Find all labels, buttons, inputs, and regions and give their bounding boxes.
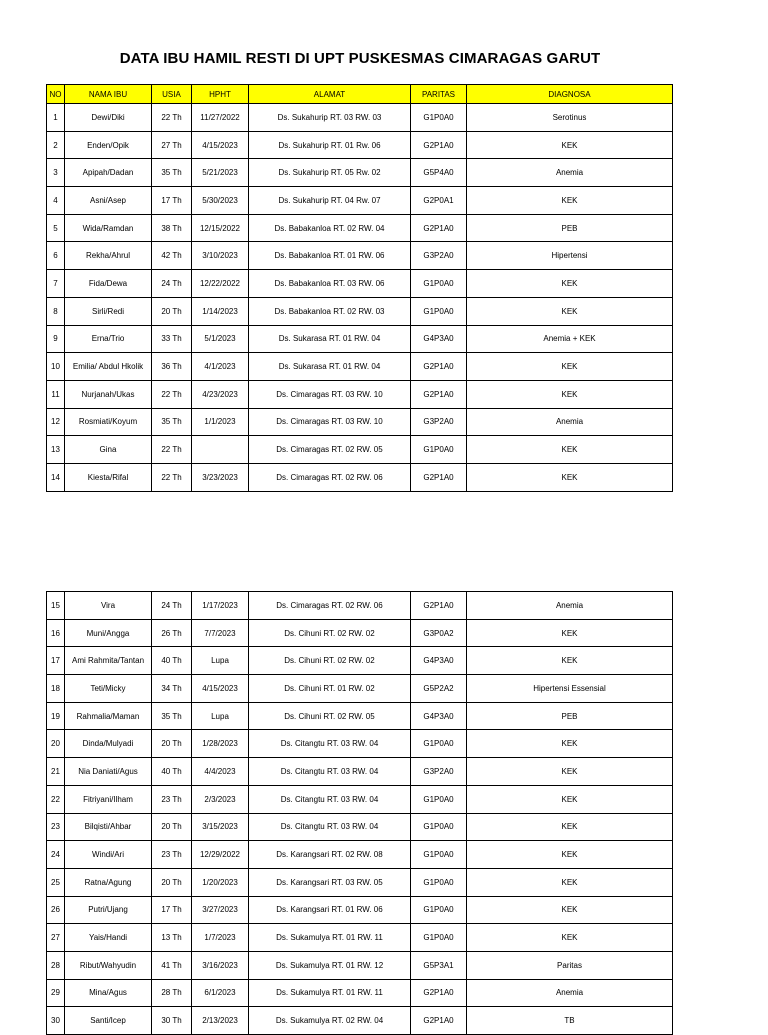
cell-diagnosa: Anemia (467, 408, 673, 436)
cell-diagnosa: KEK (467, 924, 673, 952)
cell-nama-ibu: Putri/Ujang (65, 896, 152, 924)
cell-nama-ibu: Fitriyani/Ilham (65, 785, 152, 813)
cell-diagnosa: KEK (467, 297, 673, 325)
cell-diagnosa: KEK (467, 187, 673, 215)
cell-alamat: Ds. Sukamulya RT. 01 RW. 12 (249, 951, 411, 979)
cell-no: 6 (47, 242, 65, 270)
cell-hpht (192, 436, 249, 464)
table-row (47, 159, 673, 187)
cell-diagnosa: KEK (467, 353, 673, 381)
table-row (47, 951, 673, 979)
cell-usia: 34 Th (152, 675, 192, 703)
table-row (47, 131, 673, 159)
cell-hpht: 1/17/2023 (192, 592, 249, 620)
cell-diagnosa: KEK (467, 131, 673, 159)
cell-hpht: 3/16/2023 (192, 951, 249, 979)
cell-hpht: 11/27/2022 (192, 104, 249, 132)
cell-diagnosa: KEK (467, 270, 673, 298)
cell-diagnosa: Hipertensi Essensial (467, 675, 673, 703)
cell-no: 14 (47, 463, 65, 491)
cell-usia: 22 Th (152, 463, 192, 491)
cell-alamat: Ds. Sukahurip RT. 05 Rw. 02 (249, 159, 411, 187)
cell-hpht: 4/4/2023 (192, 758, 249, 786)
cell-hpht: 1/1/2023 (192, 408, 249, 436)
cell-usia: 22 Th (152, 380, 192, 408)
cell-paritas: G1P0A0 (411, 868, 467, 896)
cell-usia: 23 Th (152, 785, 192, 813)
cell-paritas: G3P0A2 (411, 619, 467, 647)
cell-alamat: Ds. Babakanloa RT. 01 RW. 06 (249, 242, 411, 270)
cell-no: 12 (47, 408, 65, 436)
table-row (47, 592, 673, 620)
cell-alamat: Ds. Karangsari RT. 03 RW. 05 (249, 868, 411, 896)
cell-alamat: Ds. Cimaragas RT. 02 RW. 05 (249, 436, 411, 464)
cell-usia: 20 Th (152, 297, 192, 325)
document-title: DATA IBU HAMIL RESTI DI UPT PUSKESMAS CIMARAGAS GARUT (119, 50, 601, 67)
cell-paritas: G5P3A1 (411, 951, 467, 979)
cell-hpht: 4/15/2023 (192, 675, 249, 703)
cell-no: 30 (47, 1007, 65, 1035)
cell-hpht: 1/14/2023 (192, 297, 249, 325)
cell-hpht: 12/22/2022 (192, 270, 249, 298)
cell-diagnosa: KEK (467, 813, 673, 841)
header-nama-ibu: NAMA IBU (65, 85, 152, 104)
table-body-part-1 (47, 104, 673, 492)
cell-nama-ibu: Vira (65, 592, 152, 620)
table-row (47, 297, 673, 325)
cell-nama-ibu: Gina (65, 436, 152, 464)
cell-paritas: G3P2A0 (411, 758, 467, 786)
cell-nama-ibu: Enden/Opik (65, 131, 152, 159)
cell-paritas: G1P0A0 (411, 785, 467, 813)
cell-alamat: Ds. Citangtu RT. 03 RW. 04 (249, 758, 411, 786)
cell-paritas: G2P1A0 (411, 1007, 467, 1035)
cell-paritas: G2P1A0 (411, 131, 467, 159)
cell-hpht: 12/29/2022 (192, 841, 249, 869)
cell-alamat: Ds. Karangsari RT. 01 RW. 06 (249, 896, 411, 924)
cell-paritas: G4P3A0 (411, 647, 467, 675)
cell-usia: 35 Th (152, 408, 192, 436)
cell-paritas: G1P0A0 (411, 297, 467, 325)
cell-usia: 42 Th (152, 242, 192, 270)
cell-diagnosa: KEK (467, 619, 673, 647)
cell-diagnosa: KEK (467, 730, 673, 758)
cell-diagnosa: Serotinus (467, 104, 673, 132)
cell-no: 29 (47, 979, 65, 1007)
cell-paritas: G1P0A0 (411, 270, 467, 298)
cell-hpht: 1/28/2023 (192, 730, 249, 758)
cell-paritas: G2P1A0 (411, 214, 467, 242)
cell-usia: 20 Th (152, 813, 192, 841)
cell-nama-ibu: Sirli/Redi (65, 297, 152, 325)
pregnant-women-table-part-1 (46, 84, 673, 492)
cell-hpht: 5/30/2023 (192, 187, 249, 215)
cell-usia: 22 Th (152, 104, 192, 132)
cell-alamat: Ds. Sukahurip RT. 01 Rw. 06 (249, 131, 411, 159)
cell-nama-ibu: Muni/Angga (65, 619, 152, 647)
cell-diagnosa: Anemia (467, 979, 673, 1007)
table-row (47, 104, 673, 132)
cell-diagnosa: Anemia (467, 159, 673, 187)
cell-diagnosa: Hipertensi (467, 242, 673, 270)
cell-diagnosa: KEK (467, 647, 673, 675)
cell-alamat: Ds. Babakanloa RT. 02 RW. 04 (249, 214, 411, 242)
cell-diagnosa: KEK (467, 841, 673, 869)
cell-hpht: 5/1/2023 (192, 325, 249, 353)
cell-no: 23 (47, 813, 65, 841)
cell-usia: 28 Th (152, 979, 192, 1007)
table-row (47, 730, 673, 758)
cell-nama-ibu: Asni/Asep (65, 187, 152, 215)
table-row (47, 353, 673, 381)
cell-alamat: Ds. Citangtu RT. 03 RW. 04 (249, 730, 411, 758)
cell-no: 9 (47, 325, 65, 353)
cell-nama-ibu: Ribut/Wahyudin (65, 951, 152, 979)
cell-no: 17 (47, 647, 65, 675)
cell-no: 27 (47, 924, 65, 952)
cell-paritas: G2P1A0 (411, 592, 467, 620)
cell-diagnosa: KEK (467, 785, 673, 813)
cell-hpht: 5/21/2023 (192, 159, 249, 187)
cell-usia: 17 Th (152, 187, 192, 215)
cell-paritas: G4P3A0 (411, 702, 467, 730)
cell-nama-ibu: Rekha/Ahrul (65, 242, 152, 270)
cell-nama-ibu: Yais/Handi (65, 924, 152, 952)
cell-hpht: 1/7/2023 (192, 924, 249, 952)
cell-no: 21 (47, 758, 65, 786)
table-row (47, 463, 673, 491)
cell-no: 18 (47, 675, 65, 703)
cell-paritas: G1P0A0 (411, 924, 467, 952)
table-row (47, 325, 673, 353)
cell-hpht: 4/23/2023 (192, 380, 249, 408)
cell-hpht: 3/23/2023 (192, 463, 249, 491)
cell-alamat: Ds. Sukahurip RT. 03 RW. 03 (249, 104, 411, 132)
cell-alamat: Ds. Cihuni RT. 02 RW. 02 (249, 619, 411, 647)
cell-diagnosa: Anemia + KEK (467, 325, 673, 353)
cell-no: 5 (47, 214, 65, 242)
cell-hpht: 6/1/2023 (192, 979, 249, 1007)
cell-usia: 20 Th (152, 868, 192, 896)
table-row (47, 868, 673, 896)
cell-alamat: Ds. Sukarasa RT. 01 RW. 04 (249, 325, 411, 353)
cell-paritas: G1P0A0 (411, 813, 467, 841)
cell-paritas: G1P0A0 (411, 896, 467, 924)
cell-hpht: 7/7/2023 (192, 619, 249, 647)
table-row (47, 619, 673, 647)
cell-nama-ibu: Mina/Agus (65, 979, 152, 1007)
table-row (47, 187, 673, 215)
cell-alamat: Ds. Sukarasa RT. 01 RW. 04 (249, 353, 411, 381)
header-no: NO (47, 85, 65, 104)
cell-nama-ibu: Nia Daniati/Agus (65, 758, 152, 786)
cell-paritas: G1P0A0 (411, 436, 467, 464)
cell-paritas: G1P0A0 (411, 730, 467, 758)
cell-diagnosa: KEK (467, 436, 673, 464)
cell-nama-ibu: Teti/Micky (65, 675, 152, 703)
cell-paritas: G2P1A0 (411, 979, 467, 1007)
cell-hpht: 4/15/2023 (192, 131, 249, 159)
cell-no: 16 (47, 619, 65, 647)
cell-nama-ibu: Emilia/ Abdul Hkolik (65, 353, 152, 381)
cell-no: 26 (47, 896, 65, 924)
table-row (47, 841, 673, 869)
cell-paritas: G2P1A0 (411, 353, 467, 381)
cell-no: 3 (47, 159, 65, 187)
cell-usia: 41 Th (152, 951, 192, 979)
cell-diagnosa: KEK (467, 380, 673, 408)
cell-usia: 26 Th (152, 619, 192, 647)
cell-paritas: G2P0A1 (411, 187, 467, 215)
cell-nama-ibu: Windi/Ari (65, 841, 152, 869)
table-row (47, 436, 673, 464)
header-alamat: ALAMAT (249, 85, 411, 104)
cell-no: 10 (47, 353, 65, 381)
cell-paritas: G3P2A0 (411, 242, 467, 270)
cell-usia: 33 Th (152, 325, 192, 353)
cell-no: 28 (47, 951, 65, 979)
cell-paritas: G3P2A0 (411, 408, 467, 436)
cell-no: 15 (47, 592, 65, 620)
table-row (47, 214, 673, 242)
cell-alamat: Ds. Sukamulya RT. 02 RW. 04 (249, 1007, 411, 1035)
cell-nama-ibu: Wida/Ramdan (65, 214, 152, 242)
cell-diagnosa: Paritas (467, 951, 673, 979)
pregnant-women-table-part-2 (46, 591, 673, 1035)
cell-usia: 20 Th (152, 730, 192, 758)
cell-alamat: Ds. Cihuni RT. 01 RW. 02 (249, 675, 411, 703)
table-row (47, 813, 673, 841)
cell-diagnosa: Anemia (467, 592, 673, 620)
table-row (47, 270, 673, 298)
cell-no: 20 (47, 730, 65, 758)
cell-hpht: Lupa (192, 647, 249, 675)
cell-paritas: G2P1A0 (411, 380, 467, 408)
cell-diagnosa: KEK (467, 868, 673, 896)
cell-hpht: 3/27/2023 (192, 896, 249, 924)
cell-usia: 40 Th (152, 758, 192, 786)
cell-alamat: Ds. Sukamulya RT. 01 RW. 11 (249, 979, 411, 1007)
cell-usia: 30 Th (152, 1007, 192, 1035)
cell-usia: 35 Th (152, 159, 192, 187)
cell-hpht: 3/10/2023 (192, 242, 249, 270)
table-row (47, 408, 673, 436)
table-body-part-2 (47, 592, 673, 1035)
cell-alamat: Ds. Citangtu RT. 03 RW. 04 (249, 813, 411, 841)
cell-usia: 23 Th (152, 841, 192, 869)
table-row (47, 1007, 673, 1035)
cell-hpht: 2/3/2023 (192, 785, 249, 813)
cell-usia: 36 Th (152, 353, 192, 381)
table-row (47, 647, 673, 675)
cell-paritas: G2P1A0 (411, 463, 467, 491)
cell-alamat: Ds. Cihuni RT. 02 RW. 02 (249, 647, 411, 675)
cell-alamat: Ds. Cimaragas RT. 02 RW. 06 (249, 592, 411, 620)
cell-diagnosa: PEB (467, 214, 673, 242)
table-header-row (47, 85, 673, 104)
cell-usia: 22 Th (152, 436, 192, 464)
cell-no: 4 (47, 187, 65, 215)
table-row (47, 380, 673, 408)
cell-usia: 27 Th (152, 131, 192, 159)
cell-diagnosa: TB (467, 1007, 673, 1035)
cell-no: 19 (47, 702, 65, 730)
cell-no: 22 (47, 785, 65, 813)
cell-no: 13 (47, 436, 65, 464)
cell-alamat: Ds. Cihuni RT. 02 RW. 05 (249, 702, 411, 730)
cell-nama-ibu: Nurjanah/Ukas (65, 380, 152, 408)
cell-no: 1 (47, 104, 65, 132)
cell-nama-ibu: Dinda/Mulyadi (65, 730, 152, 758)
cell-paritas: G1P0A0 (411, 841, 467, 869)
cell-diagnosa: KEK (467, 758, 673, 786)
cell-nama-ibu: Erna/Trio (65, 325, 152, 353)
header-hpht: HPHT (192, 85, 249, 104)
cell-nama-ibu: Rahmalia/Maman (65, 702, 152, 730)
cell-diagnosa: KEK (467, 463, 673, 491)
cell-no: 25 (47, 868, 65, 896)
cell-hpht: 2/13/2023 (192, 1007, 249, 1035)
cell-diagnosa: KEK (467, 896, 673, 924)
header-usia: USIA (152, 85, 192, 104)
cell-hpht: 1/20/2023 (192, 868, 249, 896)
cell-usia: 17 Th (152, 896, 192, 924)
table-row (47, 924, 673, 952)
cell-no: 11 (47, 380, 65, 408)
cell-alamat: Ds. Cimaragas RT. 03 RW. 10 (249, 408, 411, 436)
cell-alamat: Ds. Sukahurip RT. 04 Rw. 07 (249, 187, 411, 215)
cell-hpht: Lupa (192, 702, 249, 730)
cell-nama-ibu: Apipah/Dadan (65, 159, 152, 187)
table-row (47, 979, 673, 1007)
table-row (47, 758, 673, 786)
cell-hpht: 3/15/2023 (192, 813, 249, 841)
table-row (47, 702, 673, 730)
cell-hpht: 4/1/2023 (192, 353, 249, 381)
cell-usia: 13 Th (152, 924, 192, 952)
cell-alamat: Ds. Cimaragas RT. 02 RW. 06 (249, 463, 411, 491)
cell-nama-ibu: Rosmiati/Koyum (65, 408, 152, 436)
cell-nama-ibu: Bilqisti/Ahbar (65, 813, 152, 841)
table-row (47, 896, 673, 924)
table-row (47, 785, 673, 813)
cell-paritas: G5P2A2 (411, 675, 467, 703)
table-row (47, 242, 673, 270)
cell-usia: 24 Th (152, 592, 192, 620)
cell-nama-ibu: Santi/Icep (65, 1007, 152, 1035)
cell-alamat: Ds. Sukamulya RT. 01 RW. 11 (249, 924, 411, 952)
cell-hpht: 12/15/2022 (192, 214, 249, 242)
cell-nama-ibu: Fida/Dewa (65, 270, 152, 298)
cell-paritas: G4P3A0 (411, 325, 467, 353)
header-diagnosa: DIAGNOSA (467, 85, 673, 104)
cell-nama-ibu: Kiesta/Rifal (65, 463, 152, 491)
cell-no: 24 (47, 841, 65, 869)
cell-usia: 40 Th (152, 647, 192, 675)
cell-diagnosa: PEB (467, 702, 673, 730)
cell-alamat: Ds. Cimaragas RT. 03 RW. 10 (249, 380, 411, 408)
cell-paritas: G5P4A0 (411, 159, 467, 187)
cell-alamat: Ds. Citangtu RT. 03 RW. 04 (249, 785, 411, 813)
cell-no: 7 (47, 270, 65, 298)
cell-alamat: Ds. Karangsari RT. 02 RW. 08 (249, 841, 411, 869)
cell-usia: 35 Th (152, 702, 192, 730)
cell-nama-ibu: Ami Rahmita/Tantan (65, 647, 152, 675)
header-paritas: PARITAS (411, 85, 467, 104)
cell-nama-ibu: Ratna/Agung (65, 868, 152, 896)
cell-paritas: G1P0A0 (411, 104, 467, 132)
cell-usia: 24 Th (152, 270, 192, 298)
cell-alamat: Ds. Babakanloa RT. 03 RW. 06 (249, 270, 411, 298)
table-row (47, 675, 673, 703)
cell-no: 8 (47, 297, 65, 325)
cell-no: 2 (47, 131, 65, 159)
cell-usia: 38 Th (152, 214, 192, 242)
cell-nama-ibu: Dewi/Diki (65, 104, 152, 132)
cell-alamat: Ds. Babakanloa RT. 02 RW. 03 (249, 297, 411, 325)
